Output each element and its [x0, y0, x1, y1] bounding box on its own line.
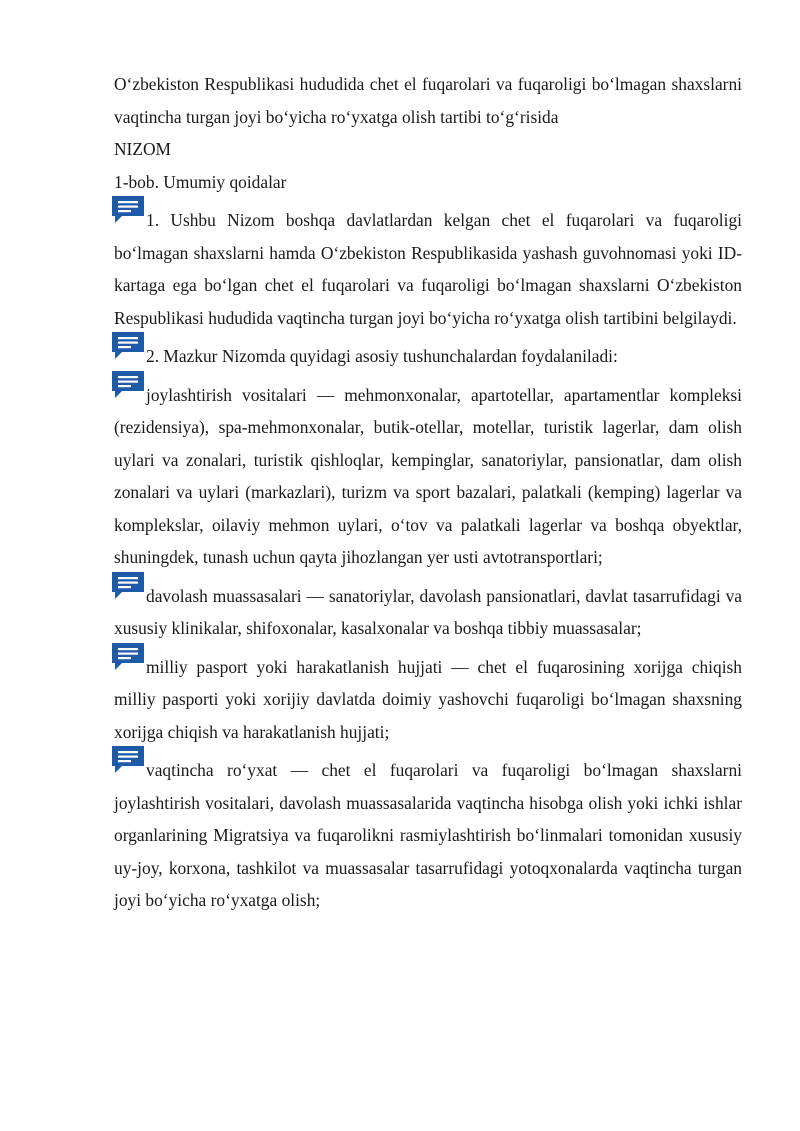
paragraph-text: 2. Mazkur Nizomda quyidagi asosiy tushunchalardan foydalaniladi:	[146, 346, 618, 366]
paragraph-text: joylashtirish vositalari — mehmonxonalar, apartotellar, apartamentlar kompleksi (rezidensiya), spa-mehmonxonalar, butik-otellar, motellar, turistik lagerlar, dam olish uylari va zonalari, turistik qishloqlar, kempinglar, sanatoriylar, pansionatlar, dam olish zonalari va uylari (markazlari), turizm va sport bazalari, palatkali (kemping) lagerlar va komplekslar, oilaviy mehmon uylari, o‘tov va palatkali lagerlar va boshqa obyektlar, shuningdek, tunash uchun qayta jihozlangan yer usti avtotransportlari;	[114, 384, 742, 567]
comment-icon[interactable]	[110, 334, 146, 364]
paragraph-1	[114, 198, 742, 334]
document-title: O‘zbekiston Respublikasi hududida chet el fuqarolari va fuqaroligi bo‘lmagan shaxslarni vaqtincha turgan joyi bo‘yicha ro‘yxatga olish tartibi to‘g‘risida	[114, 74, 742, 127]
paragraph-2	[114, 334, 742, 373]
document-page	[114, 68, 742, 917]
paragraph-text: vaqtincha ro‘yxat — chet el fuqarolari va fuqaroligi bo‘lmagan shaxslarni joylashtirish vositalari, davolash muassasalarida vaqtincha hisobga olish yoki ichki ishlar organlarining Migratsiya va fuqarolikni rasmiylashtirish bo‘linmalari tomonidan xususiy uy-joy, korxona, tashkilot va muassasalar tasarrufidagi yotoqxonalarda vaqtincha turgan joyi bo‘yicha ro‘yxatga olish;	[114, 760, 742, 910]
document-heading: NIZOM	[114, 139, 171, 159]
comment-icon[interactable]	[110, 373, 146, 403]
paragraph-6	[114, 748, 742, 917]
comment-icon[interactable]	[110, 645, 146, 675]
comment-icon[interactable]	[110, 748, 146, 778]
chapter-heading: 1-bob. Umumiy qoidalar	[114, 171, 287, 192]
paragraph-3	[114, 373, 742, 574]
paragraph-text: davolash muassasalari — sanatoriylar, davolash pansionatlari, davlat tasarrufidagi va xususiy klinikalar, shifoxonalar, kasalxonalar va boshqa tibbiy muassasalar;	[114, 585, 742, 638]
paragraph-text: 1. Ushbu Nizom boshqa davlatlardan kelgan chet el fuqarolari va fuqaroligi bo‘lmagan shaxslarni hamda O‘zbekiston Respublikasida yashash guvohnomasi yoki ID-kartaga ega bo‘lgan chet el fuqarolari va fuqaroligi bo‘lmagan shaxslarni O‘zbekiston Respublikasi hududida vaqtincha turgan joyi bo‘yicha ro‘yxatga olish tartibini belgilaydi.	[114, 210, 742, 328]
comment-icon[interactable]	[110, 574, 146, 604]
paragraph-text: milliy pasport yoki harakatlanish hujjati — chet el fuqarosining xorijga chiqish milliy pasporti yoki xorijiy davlatda doimiy yashovchi fuqaroligi bo‘lmagan shaxsning xorijga chiqish va harakatlanish hujjati;	[114, 656, 742, 742]
comment-icon[interactable]	[110, 198, 146, 228]
paragraph-4	[114, 574, 742, 645]
paragraph-5	[114, 645, 742, 749]
